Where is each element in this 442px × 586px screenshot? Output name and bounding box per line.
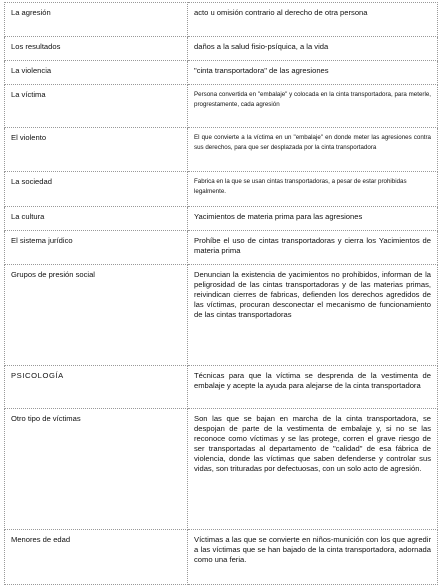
table-row bbox=[5, 3, 438, 37]
term-cell: La sociedad bbox=[5, 172, 188, 207]
table-row bbox=[5, 37, 438, 61]
table-row bbox=[5, 61, 438, 85]
definition-cell: El que convierte a la víctima en un "embalaje" en donde meter las agresiones contra sus derechos, para que ser desplazada por la cinta transportadora bbox=[188, 128, 438, 172]
definition-cell: Persona convertida en "embalaje" y colocada en la cinta transportadora, para meterle, progrestamente, cada agresión bbox=[188, 85, 438, 128]
term-cell: PSICOLOGÍA bbox=[5, 366, 188, 409]
term-cell: Los resultados bbox=[5, 37, 188, 61]
term-cell: La agresión bbox=[5, 3, 188, 37]
definition-cell: Técnicas para que la víctima se desprenda de la vestimenta de embalaje y acepte la ayuda para alejarse de la cinta transportadora bbox=[188, 366, 438, 409]
table-row bbox=[5, 85, 438, 128]
definition-cell: Yacimientos de materia prima para las agresiones bbox=[188, 207, 438, 231]
table-row bbox=[5, 409, 438, 530]
table-row bbox=[5, 530, 438, 585]
definition-cell: "cinta transportadora" de las agresiones bbox=[188, 61, 438, 85]
definition-cell: acto u omisión contrario al derecho de otra persona bbox=[188, 3, 438, 37]
table-row bbox=[5, 231, 438, 265]
definition-cell: Son las que se bajan en marcha de la cinta transportadora, se despojan de parte de la vestimenta de embalaje y, si no se las reconoce como víctimas y se las protege, corren el grave riesgo de ser transportadas al departamento de "calidad" de esa fábrica de violencia, donde las víctimas que saben defenderse y controlar sus vidas, son trituradas por defectuosas, con un solo acto de agresión. bbox=[188, 409, 438, 530]
table-row bbox=[5, 128, 438, 172]
term-cell: Otro tipo de víctimas bbox=[5, 409, 188, 530]
definition-cell: Denuncian la existencia de yacimientos no prohibidos, informan de la peligrosidad de las cintas transportadoras y de las materias primas, reivindican cierres de fabricas, defienden los derechos agredidos de las víctimas, procuran desconectar el mecanismo de funcionamiento de las cintas transportadoras bbox=[188, 265, 438, 366]
definition-cell: daños a la salud fisio-psíquica, a la vida bbox=[188, 37, 438, 61]
table-row bbox=[5, 265, 438, 366]
term-cell: La cultura bbox=[5, 207, 188, 231]
table-row bbox=[5, 172, 438, 207]
definition-cell: Prohíbe el uso de cintas transportadoras y cierra los Yacimientos de materia prima bbox=[188, 231, 438, 265]
term-cell: La violencia bbox=[5, 61, 188, 85]
definition-cell: Fabrica en la que se usan cintas transportadoras, a pesar de estar prohibidas legalmente. bbox=[188, 172, 438, 207]
table-row bbox=[5, 207, 438, 231]
table-row bbox=[5, 366, 438, 409]
term-cell: La víctima bbox=[5, 85, 188, 128]
term-cell: El sistema jurídico bbox=[5, 231, 188, 265]
term-cell: Menores de edad bbox=[5, 530, 188, 585]
definitions-table bbox=[4, 2, 438, 585]
term-cell: El violento bbox=[5, 128, 188, 172]
definition-cell: Víctimas a las que se convierte en niños-munición con los que agredir a las víctimas que se han bajado de la cinta transportadora, adornada como una feria. bbox=[188, 530, 438, 585]
term-cell: Grupos de presión social bbox=[5, 265, 188, 366]
